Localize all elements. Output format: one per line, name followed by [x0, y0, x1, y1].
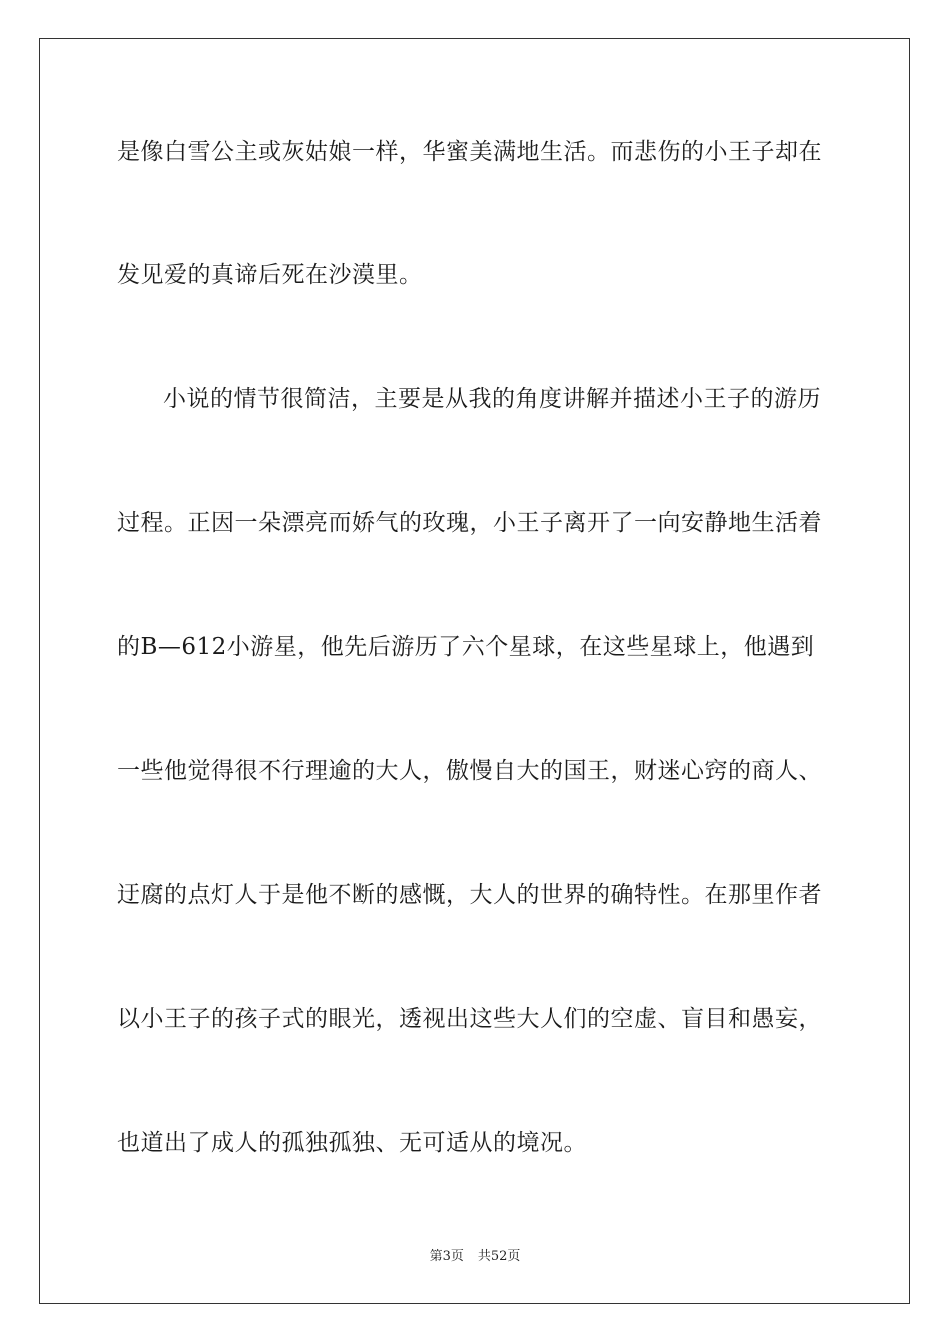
- body-text-line-1: 是像白雪公主或灰姑娘一样，华蜜美满地生活。而悲伤的小王子却在: [117, 139, 822, 165]
- page-footer: [0, 1248, 950, 1266]
- body-text-line-3: 小说的情节很简洁，主要是从我的角度讲解并描述小王子的游历: [163, 386, 821, 412]
- body-text-line-5: 的B—612小游星，他先后游历了六个星球，在这些星球上，他遇到: [117, 634, 815, 660]
- body-text-line-2: 发见爱的真谛后死在沙漠里。: [117, 262, 423, 288]
- body-text-line-6: 一些他觉得很不行理逾的大人，傲慢自大的国王，财迷心窍的商人、: [117, 758, 822, 784]
- body-text-line-8: 以小王子的孩子式的眼光，透视出这些大人们的空虚、盲目和愚妄，: [117, 1006, 822, 1032]
- body-text-line-4: 过程。正因一朵漂亮而娇气的玫瑰，小王子离开了一向安静地生活着: [117, 510, 822, 536]
- page-border: [39, 38, 910, 1304]
- total-page-count: 共52页: [477, 1249, 521, 1264]
- body-text-line-9: 也道出了成人的孤独孤独、无可适从的境况。: [117, 1130, 587, 1156]
- body-text-line-7: 迂腐的点灯人于是他不断的感慨，大人的世界的确特性。在那里作者: [117, 882, 822, 908]
- current-page-number: 第3页: [429, 1249, 464, 1264]
